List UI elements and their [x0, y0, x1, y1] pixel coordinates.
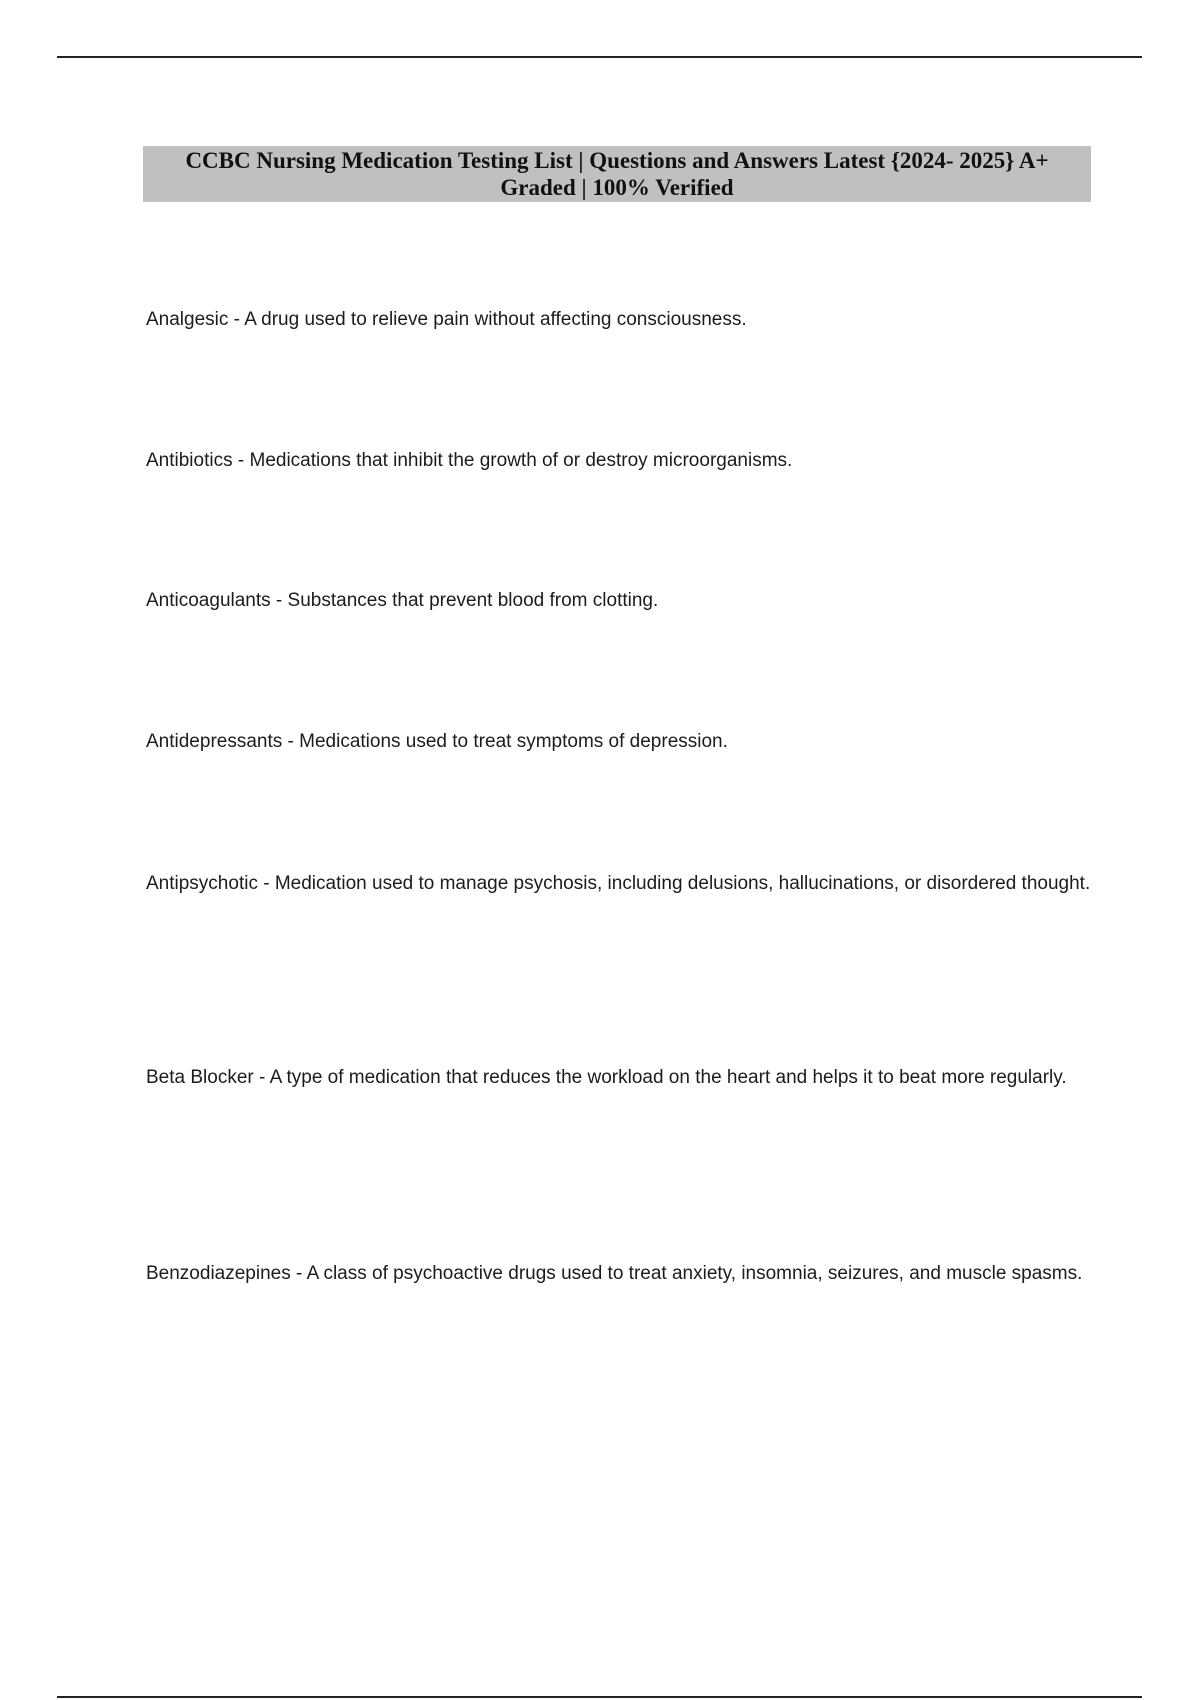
- entry-definition: A type of medication that reduces the workload on the heart and helps it to beat more regularly.: [269, 1067, 1067, 1088]
- entry-definition: A drug used to relieve pain without affecting consciousness.: [244, 309, 747, 330]
- entry-term: Beta Blocker -: [146, 1067, 270, 1088]
- entry-antidepressants: [146, 715, 1096, 769]
- entry-term: Benzodiazepines -: [146, 1263, 307, 1284]
- title-banner: [143, 146, 1091, 202]
- entry-definition: Substances that prevent blood from clotting.: [287, 590, 659, 611]
- entry-beta-blocker: [146, 1051, 1096, 1105]
- entry-definition: A class of psychoactive drugs used to treat anxiety, insomnia, seizures, and muscle spasms.: [306, 1263, 1083, 1284]
- entry-benzodiazepines: [146, 1247, 1096, 1301]
- footer-rule: [57, 1696, 1142, 1698]
- entry-term: Anticoagulants -: [146, 590, 288, 611]
- document-title: CCBC Nursing Medication Testing List | Questions and Answers Latest {2024- 2025} A+ Graded | 100% Verified: [185, 148, 1049, 200]
- entry-term: Antipsychotic -: [146, 873, 275, 894]
- entry-definition: Medications used to treat symptoms of depression.: [299, 731, 728, 752]
- entry-antibiotics: [146, 434, 1096, 488]
- entry-definition: Medication used to manage psychosis, including delusions, hallucinations, or disordered thought.: [274, 873, 1091, 894]
- entry-term: Antidepressants -: [146, 731, 299, 752]
- entry-antipsychotic: [146, 857, 1096, 911]
- entry-term: Analgesic -: [146, 309, 244, 330]
- entry-analgesic: [146, 293, 1096, 347]
- header-rule: [57, 56, 1142, 58]
- entry-term: Antibiotics -: [146, 450, 250, 471]
- entry-definition: Medications that inhibit the growth of or destroy microorganisms.: [249, 450, 793, 471]
- entry-anticoagulants: [146, 574, 1096, 628]
